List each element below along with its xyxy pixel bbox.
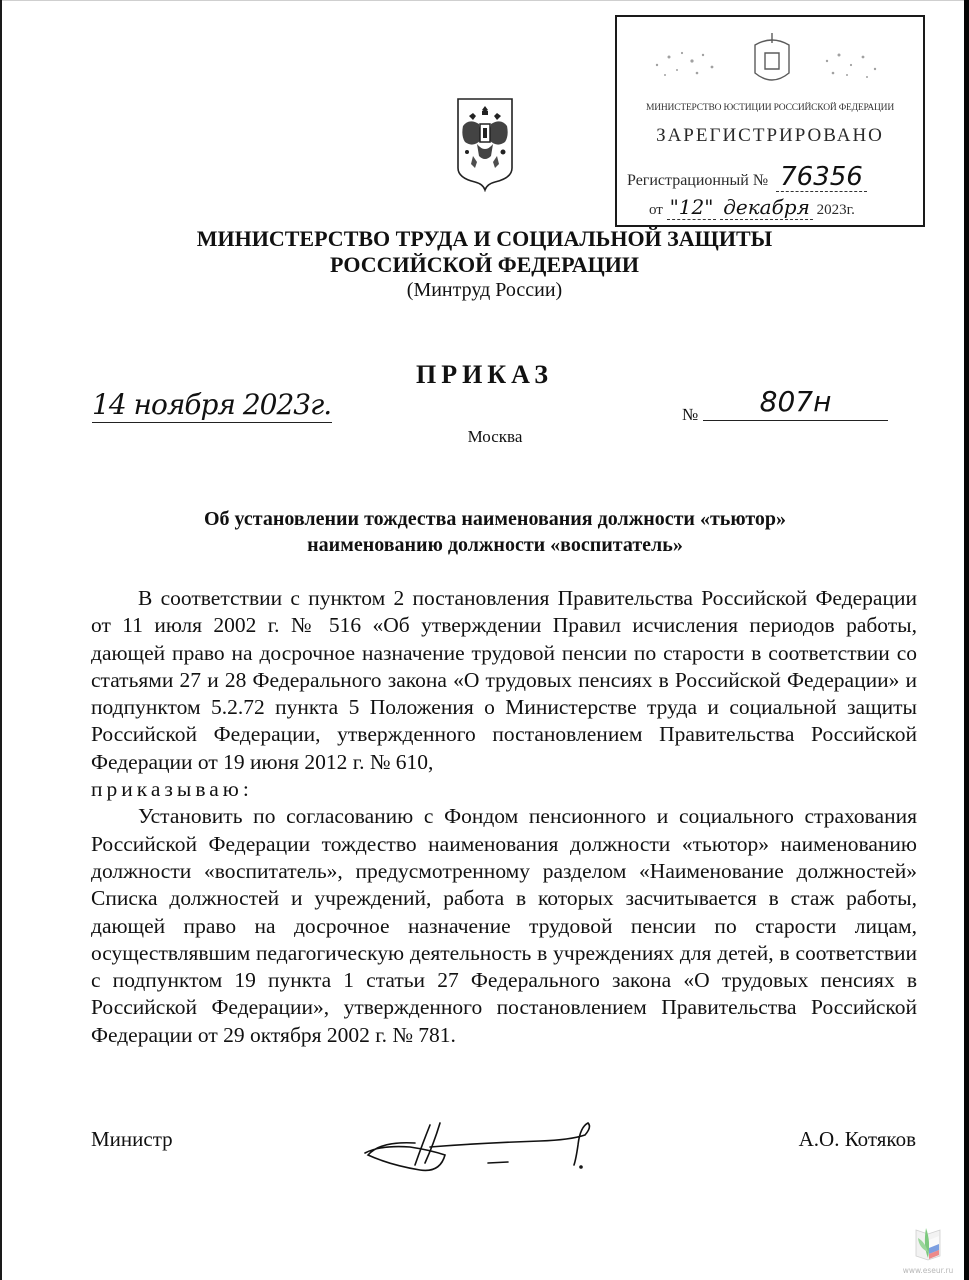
eseur-logo-icon — [913, 1222, 943, 1262]
organization-name — [0, 226, 969, 278]
stamp-date-month: декабря — [720, 195, 813, 220]
stamp-date-prefix: от — [649, 202, 663, 218]
document-number: 807н — [703, 384, 888, 421]
coat-of-arms-icon — [455, 96, 515, 192]
stamp-status: ЗАРЕГИСТРИРОВАНО — [656, 125, 884, 146]
document-title-line2: наименованию должности «воспитатель» — [307, 534, 683, 556]
body-order-word: приказываю: — [91, 777, 253, 802]
registration-stamp — [615, 15, 925, 227]
document-city: Москва — [467, 427, 523, 446]
stamp-date-day: "12" — [667, 195, 717, 220]
document-body — [91, 585, 917, 1049]
document-number-label: № — [682, 405, 699, 424]
organization-short-name: (Минтруд России) — [406, 279, 563, 301]
document-title — [100, 506, 890, 558]
document-title-line1: Об установлении тождества наименования должности «тьютор» — [203, 508, 787, 530]
watermark-url: www.eseur.ru — [902, 1266, 954, 1275]
organization-name-line2: РОССИЙСКОЙ ФЕДЕРАЦИИ — [330, 252, 639, 277]
stamp-date-line — [649, 195, 855, 219]
stamp-emblems-icon — [637, 25, 907, 95]
watermark — [898, 1222, 958, 1278]
stamp-reg-label: Регистрационный № — [627, 172, 769, 189]
stamp-date-year: 2023г. — [816, 202, 855, 218]
page-top-edge — [0, 0, 969, 1]
signer-name: А.О. Котяков — [798, 1127, 916, 1151]
page-right-edge — [964, 0, 969, 1280]
signer-title: Министр — [91, 1127, 173, 1151]
document-type: ПРИКАЗ — [415, 360, 554, 389]
organization-name-line1: МИНИСТЕРСТВО ТРУДА И СОЦИАЛЬНОЙ ЗАЩИТЫ — [196, 226, 773, 251]
body-paragraph-order: Установить по согласованию с Фондом пенсионного и социального страхования Российской Федерации тождество наименования должности «тьютор» наименованию должности «воспитатель», предусмотренному разделом «Наименование должностей» Списка должностей и учреждений, работа в которых засчитывается в стаж работы, дающей право на досрочное назначение трудовой пенсии по старости лицам, осуществлявшим педагогическую деятельность в учреждениях для детей, в соответствии с подпунктом 19 пункта 1 статьи 27 Федерального закона «О трудовых пенсиях в Российской Федерации», утвержденного постановлением Правительства Российской Федерации от 29 октября 2002 г. № 781. — [91, 804, 917, 1047]
page-left-edge — [0, 0, 2, 1280]
stamp-reg-number: 76356 — [776, 163, 867, 192]
body-paragraph-preamble: В соответствии с пунктом 2 постановления Правительства Российской Федерации от 11 июля 2002 г. № 516 «Об утверждении Правил исчисления периодов работы, дающей право на досрочное назначение трудовой пенсии по старости в соответствии со статьями 27 и 28 Федерального закона «О трудовых пенсиях в Российской Федерации» и подпунктом 5.2.72 пункта 5 Положения о Министерстве труда и социальной защиты Российской Федерации, утвержденного постановлением Правительства Российской Федерации от 19 июня 2012 г. № 610, — [91, 586, 917, 774]
stamp-ministry: МИНИСТЕРСТВО ЮСТИЦИИ РОССИЙСКОЙ ФЕДЕРАЦИИ — [645, 103, 894, 113]
stamp-registration-line — [627, 163, 867, 192]
document-date: 14 ноября 2023г. — [92, 388, 332, 421]
handwritten-signature-icon — [360, 1115, 620, 1175]
